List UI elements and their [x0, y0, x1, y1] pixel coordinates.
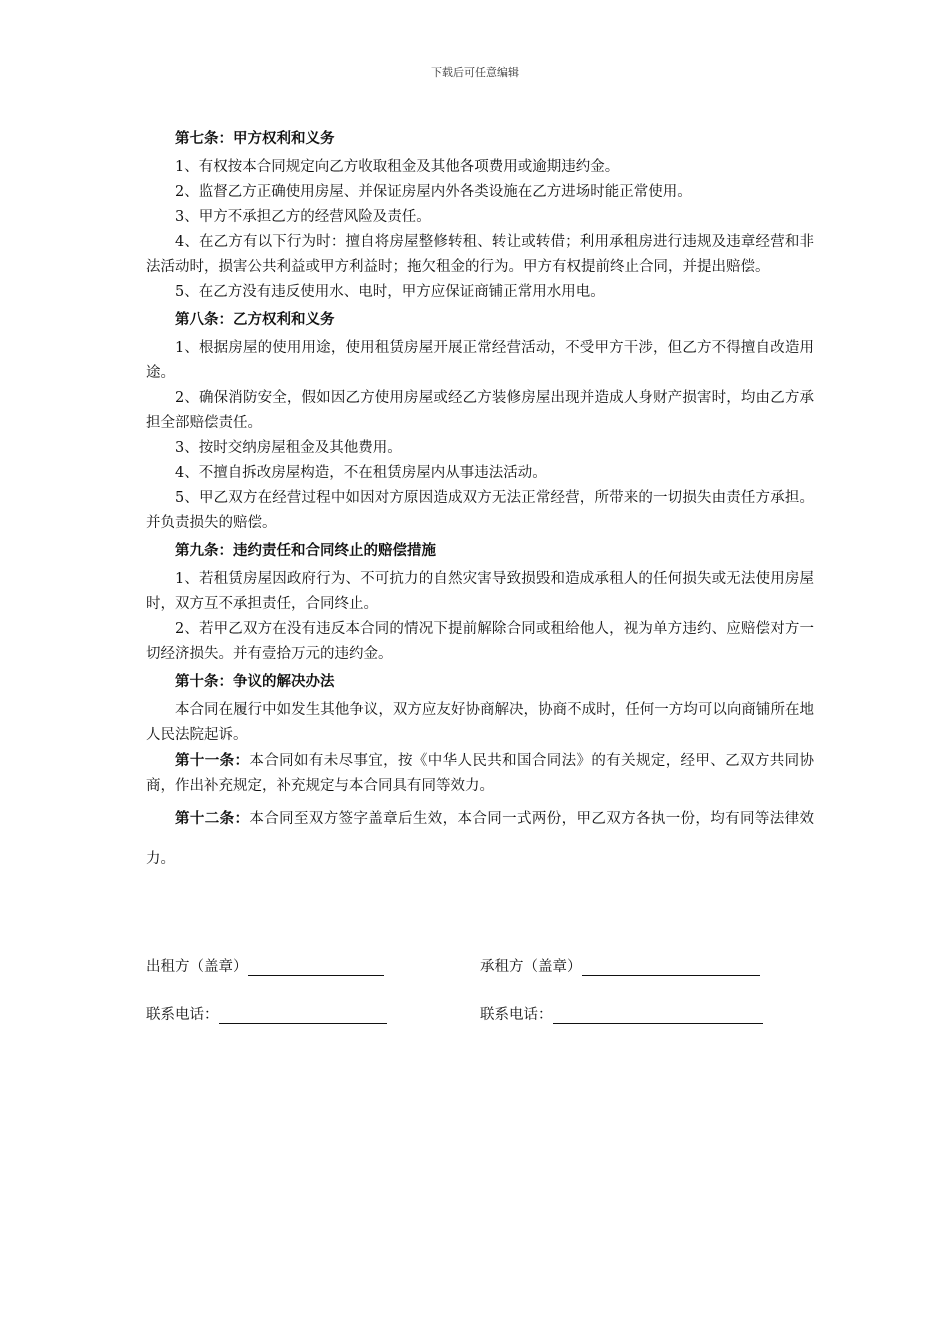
section-11: [146, 748, 814, 799]
section-9-item-1: 1、若租赁房屋因政府行为、不可抗力的自然灾害导致损毁和造成承租人的任何损失或无法使用房屋时，双方互不承担责任，合同终止。: [146, 571, 814, 612]
signature-row: [146, 952, 826, 976]
header-note: 下载后可任意编辑: [431, 66, 519, 79]
section-9-title: 第九条：违约责任和合同终止的赔偿措施: [175, 542, 436, 559]
section-8-item-3: 3、按时交纳房屋租金及其他费用。: [175, 440, 402, 456]
section-11-text: 本合同如有未尽事宜，按《中华人民共和国合同法》的有关规定，经甲、乙双方共同协商，作出补充规定，补充规定与本合同具有同等效力。: [146, 753, 815, 794]
lessor-phone-label: 联系电话：: [146, 1007, 219, 1023]
lessee-phone-label: 联系电话：: [480, 1007, 553, 1023]
lessor-signature: [146, 952, 480, 976]
section-7-title: 第七条：甲方权利和义务: [175, 130, 335, 147]
section-8-item-1: 1、根据房屋的使用用途，使用租赁房屋开展正常经营活动，不受甲方干涉，但乙方不得擅自改造用途。: [146, 340, 814, 381]
section-11-label: 第十一条：: [175, 752, 250, 769]
lessee-signature: [480, 952, 760, 976]
section-10-title: 第十条：争议的解决办法: [175, 673, 335, 690]
lessor-phone-line[interactable]: [219, 1007, 387, 1024]
section-8-item-5: 5、甲乙双方在经营过程中如因对方原因造成双方无法正常经营，所带来的一切损失由责任方承担。并负责损失的赔偿。: [146, 490, 814, 531]
lessor-signature-line[interactable]: [248, 959, 384, 976]
section-12-text: 本合同至双方签字盖章后生效，本合同一式两份，甲乙双方各执一份，均有同等法律效力。: [146, 811, 815, 867]
phone-row: [146, 1000, 826, 1024]
section-12: [146, 799, 814, 879]
section-8-item-2: 2、确保消防安全，假如因乙方使用房屋或经乙方装修房屋出现并造成人身财产损害时，均由乙方承担全部赔偿责任。: [146, 390, 814, 431]
section-12-label: 第十二条：: [175, 810, 250, 827]
section-7-item-5: 5、在乙方没有违反使用水、电时，甲方应保证商铺正常用水用电。: [175, 284, 605, 300]
lessor-phone: [146, 1000, 480, 1024]
section-7-item-2: 2、监督乙方正确使用房屋、并保证房屋内外各类设施在乙方进场时能正常使用。: [175, 184, 692, 200]
section-7-item-1: 1、有权按本合同规定向乙方收取租金及其他各项费用或逾期违约金。: [175, 159, 620, 175]
contract-body: [146, 124, 814, 879]
lessor-label: 出租方（盖章）: [146, 959, 248, 975]
lessee-signature-line[interactable]: [582, 959, 760, 976]
section-7-item-3: 3、甲方不承担乙方的经营风险及责任。: [175, 209, 431, 225]
lessee-phone-line[interactable]: [553, 1007, 763, 1024]
section-8-title: 第八条：乙方权利和义务: [175, 311, 335, 328]
lessee-phone: [480, 1000, 763, 1024]
section-10-item-1: 本合同在履行中如发生其他争议，双方应友好协商解决，协商不成时，任何一方均可以向商铺所在地人民法院起诉。: [146, 702, 814, 743]
section-7-item-4: 4、在乙方有以下行为时：擅自将房屋整修转租、转让或转借；利用承租房进行违规及违章经营和非法活动时，损害公共利益或甲方利益时；拖欠租金的行为。甲方有权提前终止合同，并提出赔偿。: [146, 234, 814, 275]
section-8-item-4: 4、不擅自拆改房屋构造，不在租赁房屋内从事违法活动。: [175, 465, 547, 481]
section-9-item-2: 2、若甲乙双方在没有违反本合同的情况下提前解除合同或租给他人，视为单方违约、应赔偿对方一切经济损失。并有壹拾万元的违约金。: [146, 621, 814, 662]
lessee-label: 承租方（盖章）: [480, 959, 582, 975]
